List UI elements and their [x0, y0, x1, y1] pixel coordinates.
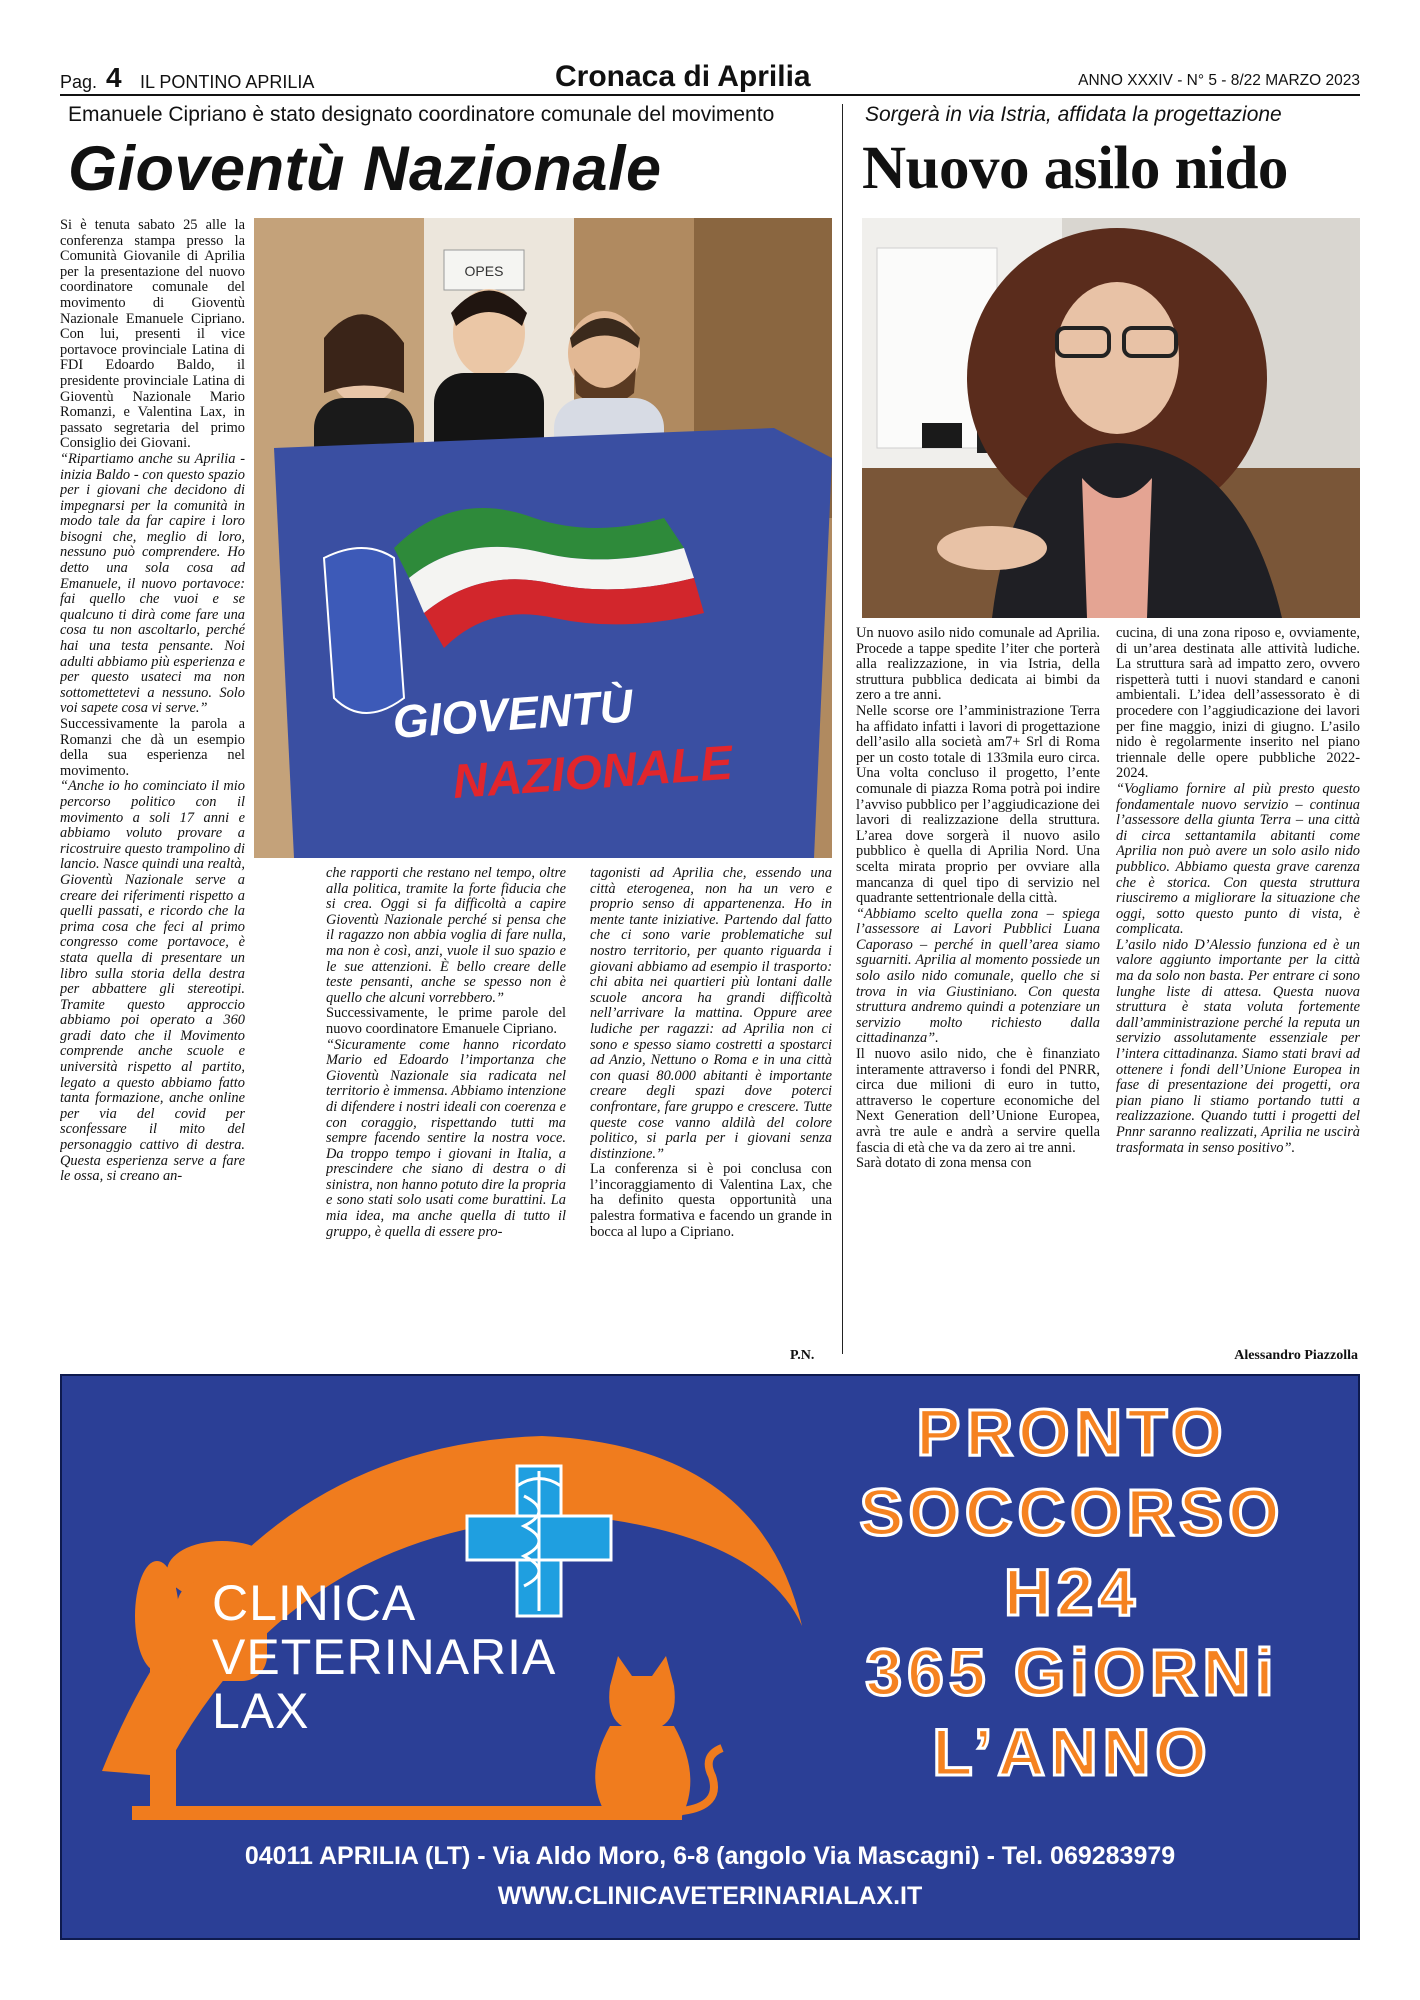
promo-line-1: PRONTO: [916, 1395, 1228, 1469]
left-col1: [60, 218, 245, 1364]
promo-line-3: H24: [1003, 1555, 1141, 1629]
asilo-photo: [862, 218, 1360, 618]
page-number: 4: [106, 62, 122, 93]
section-title: Cronaca di Aprilia: [555, 60, 811, 93]
left-col1-p1: Si è tenuta sabato 25 alle la conferenza stampa presso la Comunità Giovanile di Aprilia per la presentazione del nuovo coordinatore comunale del movimento di Gioventù Nazionale Emanuele Cipriano. Con lui, presenti il vice portavoce provinciale Latina di FDI Edoardo Baldo, il presidente provinciale Latina di Gioventù Nazionale Mario Romanzi, e Valentina Lax, in passato segretaria del primo Consiglio dei Giovani.: [60, 218, 245, 452]
masthead-rule: [60, 94, 1360, 96]
clinic-name-line2: VETERINARIA: [212, 1629, 557, 1685]
left-col3-p1: tagonisti ad Aprilia che, essendo una città eterogenea, non ha un vero e proprio senso di appartenenza. Ho in mente tante iniziative. Partendo dal fatto che ci sono varie problematiche sul nostro territorio, per quanto riguarda i giovani abbiamo ad esempio il trasporto: chi abita nei quartieri più lontani dalle scuole ancora ha grandi difficoltà nell’arrivare la mattina. Oppure aree ludiche per ragazzi: ad Aprilia non ci sono e spesso siamo costretti a spostarci ad Anzio, Nettuno o Roma e in una città con quasi 80.000 abitanti è importante creare degli spazi dove poterci confrontare, fare gruppo e crescere. Tutte queste cose vanno aldilà del colore politico, si parla per i giovani senza distinzione.”: [590, 866, 832, 1162]
right-kicker: Sorgerà in via Istria, affidata la progettazione: [865, 103, 1282, 126]
left-col1-p2: “Ripartiamo anche su Aprilia - inizia Baldo - con questo spazio per i giovani che decidono di impegnarsi per la comunità in modo tale da far capire i loro bisogni che, meglio di loro, nessuno può comprendere. Ho detto una sola cosa ad Emanuele, il nuovo portavoce: fai quello che vuoi e se qualcuno ti dirà come fare una cosa tu non ascoltarlo, perché hai una testa pensante. Noi adulti abbiamo più esperienza e per questo usateci ma non sottomettetevi a nessuno. Solo voi sapete cosa vi serve.”: [60, 450, 245, 717]
promo-text: [782, 1392, 1360, 1792]
cat-silhouette-icon: [595, 1656, 722, 1816]
left-col2-p3: “Sicuramente come hanno ricordato Mario ed Edoardo l’importanza che Gioventù Nazionale sia radicata nel territorio è immensa. Abbiamo intenzione di difendere i nostri ideali con coerenza e con coraggio, rispettando tutti ma sempre facendo sentire la nostra voce. Da troppo tempo i giovani in Italia, a prescindere che siano di destra o di sinistra, non hanno potuto dire la propria e sono stati solo usati come burattini. La mia idea, ma anche quella di tutto il gruppo, è quella di essere pro-: [326, 1036, 566, 1240]
flag-text-gioventu: GIOVENTÙ: [391, 679, 635, 748]
masthead: [60, 60, 1360, 94]
left-kicker: Emanuele Cipriano è stato designato coordinatore comunale del movimento: [68, 103, 775, 126]
left-col2: [326, 866, 566, 1364]
asilo-photo-illustration: [862, 218, 1360, 618]
page-label: Pag.: [60, 72, 98, 92]
right-col1-p2: Nelle scorse ore l’amministrazione Terra ha affidato infatti i lavori di progettazione dell’asilo alla società am7+ Srl di Roma per un costo totale di 133mila euro circa. Una volta concluso il progetto, l’ente comunale di piazza Roma potrà poi indire l’avviso pubblico per l’aggiudicazione dei lavori di realizzazione della struttura. L’area dove sorgerà il nuovo asilo pubblico è quella di Aprilia Nord. Una scelta mirata proprio per ovviare alla mancanza di quel tipo di servizio nel quadrante settentrionale della città.: [856, 702, 1100, 907]
left-col2-p1: che rapporti che restano nel tempo, oltre alla politica, tramite la forte fiducia che si crea. Oggi si fa difficoltà a capire Gioventù Nazionale perché si pensa che il ragazzo non abbia voglia di fare nulla, ma non è così, anzi, vuole il suo spazio e le sue attenzioni. È bello creare delle teste pensanti, anche se spesso non è quello che alcuni vorrebbero.”: [326, 866, 566, 1006]
right-col1-p3: “Abbiamo scelto quella zona – spiega l’assessore ai Lavori Pubblici Luana Caporaso – perché in quell’area siamo sguarniti. Aprilia al momento possiede un solo asilo nido comunale, quello che si trova in via Giustiniano. Con questa struttura andremo quindi a potenziare un servizio molto richiesto dalla cittadinanza”.: [856, 905, 1100, 1047]
left-signature: P.N.: [790, 1348, 815, 1363]
right-signature: Alessandro Piazzolla: [1234, 1348, 1358, 1363]
promo-line-5: L’ANNO: [932, 1715, 1212, 1789]
right-col1-p4: Il nuovo asilo nido, che è finanziato interamente attraverso i fondi del PNRR, circa due milioni di euro in tutto, attraverso le coperture economiche del Next Generation dell’Unione Europea, avrà tre aule e andrà a servire quella fascia di età che va da zero ai tre anni.: [856, 1046, 1100, 1156]
right-col2-p2: “Vogliamo fornire al più presto questo fondamentale nuovo servizio – continua l’assessore della giunta Terra – una città di circa settantamila abitanti come Aprilia non può avere un solo asilo nido pubblico. Abbiamo questa grave carenza che è storica. Con questa struttura riusciremo a migliorare la situazione che oggi, sotto questo punto di vista, è complicata.: [1116, 780, 1360, 938]
left-headline: Gioventù Nazionale: [68, 134, 662, 204]
issue-info: ANNO XXXIV - N° 5 - 8/22 MARZO 2023: [1078, 72, 1360, 89]
left-col1-p4: “Anche io ho cominciato il mio percorso politico con il movimento a soli 17 anni e abbiamo voluto provare a ricostruire questo trampolino di lancio. Nasce quindi una realtà, Gioventù Nazionale serve a creare dei riferimenti rispetto a quelli passati, e ricordo che la prima cosa che feci al primo congresso come portavoce, è stata quella di presentare un libro sulla storia della destra per abbattere gli stereotipi. Tramite questo approccio abbiamo poi operato a 360 gradi dato che il Movimento comprende anche scuole e università rispetto al partito, legato a questo abbiamo fatto tanta formazione, anche online per via del covid per sconfessare il mito del personaggio cattivo di destra. Questa esperienza serve a fare le ossa, si creano an-: [60, 778, 245, 1185]
right-col2-p1: cucina, di una zona riposo e, ovviamente, di un’area destinata alle attività ludiche. La struttura sarà ad impatto zero, ovvero rispetterà tutti i nuovi standard e canoni ambientali. L’idea dell’assessorato è di procedere con l’aggiudicazione dei lavori per fine maggio, inizi di giugno. L’asilo nido è regolarmente inserito nel piano triennale delle opere pubbliche 2022-2024.: [1116, 626, 1360, 782]
right-col2: [1116, 626, 1360, 1346]
left-col3-p2: La conferenza si è poi conclusa con l’incoraggiamento di Valentina Lax, che ha definito questa opportunità una palestra formativa e facendo un grande in bocca al lupo a Cipriano.: [590, 1161, 832, 1240]
clinic-address: 04011 APRILIA (LT) - Via Aldo Moro, 6-8 (angolo Via Mascagni) - Tel. 069283979: [244, 1842, 1176, 1870]
left-col3: [590, 866, 832, 1346]
promo-line-4: 365 GiORNi: [865, 1635, 1279, 1709]
article-divider: [842, 104, 843, 1354]
right-col1-p5: Sarà dotato di zona mensa con: [856, 1155, 1032, 1172]
paper-name: IL PONTINO APRILIA: [140, 72, 315, 92]
clinic-name-line3: LAX: [212, 1683, 310, 1739]
clinic-advertisement: [60, 1374, 1360, 1940]
clinic-name-line1: CLINICA: [212, 1575, 417, 1631]
right-headline: Nuovo asilo nido: [862, 135, 1288, 202]
promo-line-2: SOCCORSO: [859, 1475, 1285, 1549]
left-col1-p3: Successivamente la parola a Romanzi che dà un esempio della sua esperienza nel movimento.: [60, 716, 245, 779]
left-col2-p2: Successivamente, le prime parole del nuovo coordinatore Emanuele Cipriano.: [326, 1005, 566, 1037]
right-col2-p3: L’asilo nido D’Alessio funziona ed è un valore aggiunto importante per la città ma da solo non basta. Per entrare ci sono lunghe liste di attesa. Questa nuova struttura è stata voluta fortemente dall’amministrazione perché la reputa un servizio assolutamente essenziale per l’intera cittadinanza. Siamo stati bravi ad ottenere i fondi dell’Unione Europea in fase di presentazione dei progetti, ora pian piano li stiamo portando tutti a realizzazione. Quando tutti i progetti del Pnnr saranno realizzati, Aprilia ne uscirà trasformata in senso positivo”.: [1116, 936, 1360, 1156]
opes-sign: OPES: [464, 263, 504, 279]
flag-photo-illustration: [254, 218, 832, 858]
right-col1: [856, 626, 1100, 1364]
clinic-website[interactable]: WWW.CLINICAVETERINARIALAX.IT: [497, 1882, 923, 1910]
flag-photo: [254, 218, 832, 858]
flag-text-nazionale: NAZIONALE: [451, 736, 735, 809]
right-col1-p1: Un nuovo asilo nido comunale ad Aprilia. Procede a tappe spedite l’iter che porterà alla realizzazione, in via Istria, della struttura pubblica dedicata ai bimbi da zero a tre anni.: [856, 626, 1100, 704]
